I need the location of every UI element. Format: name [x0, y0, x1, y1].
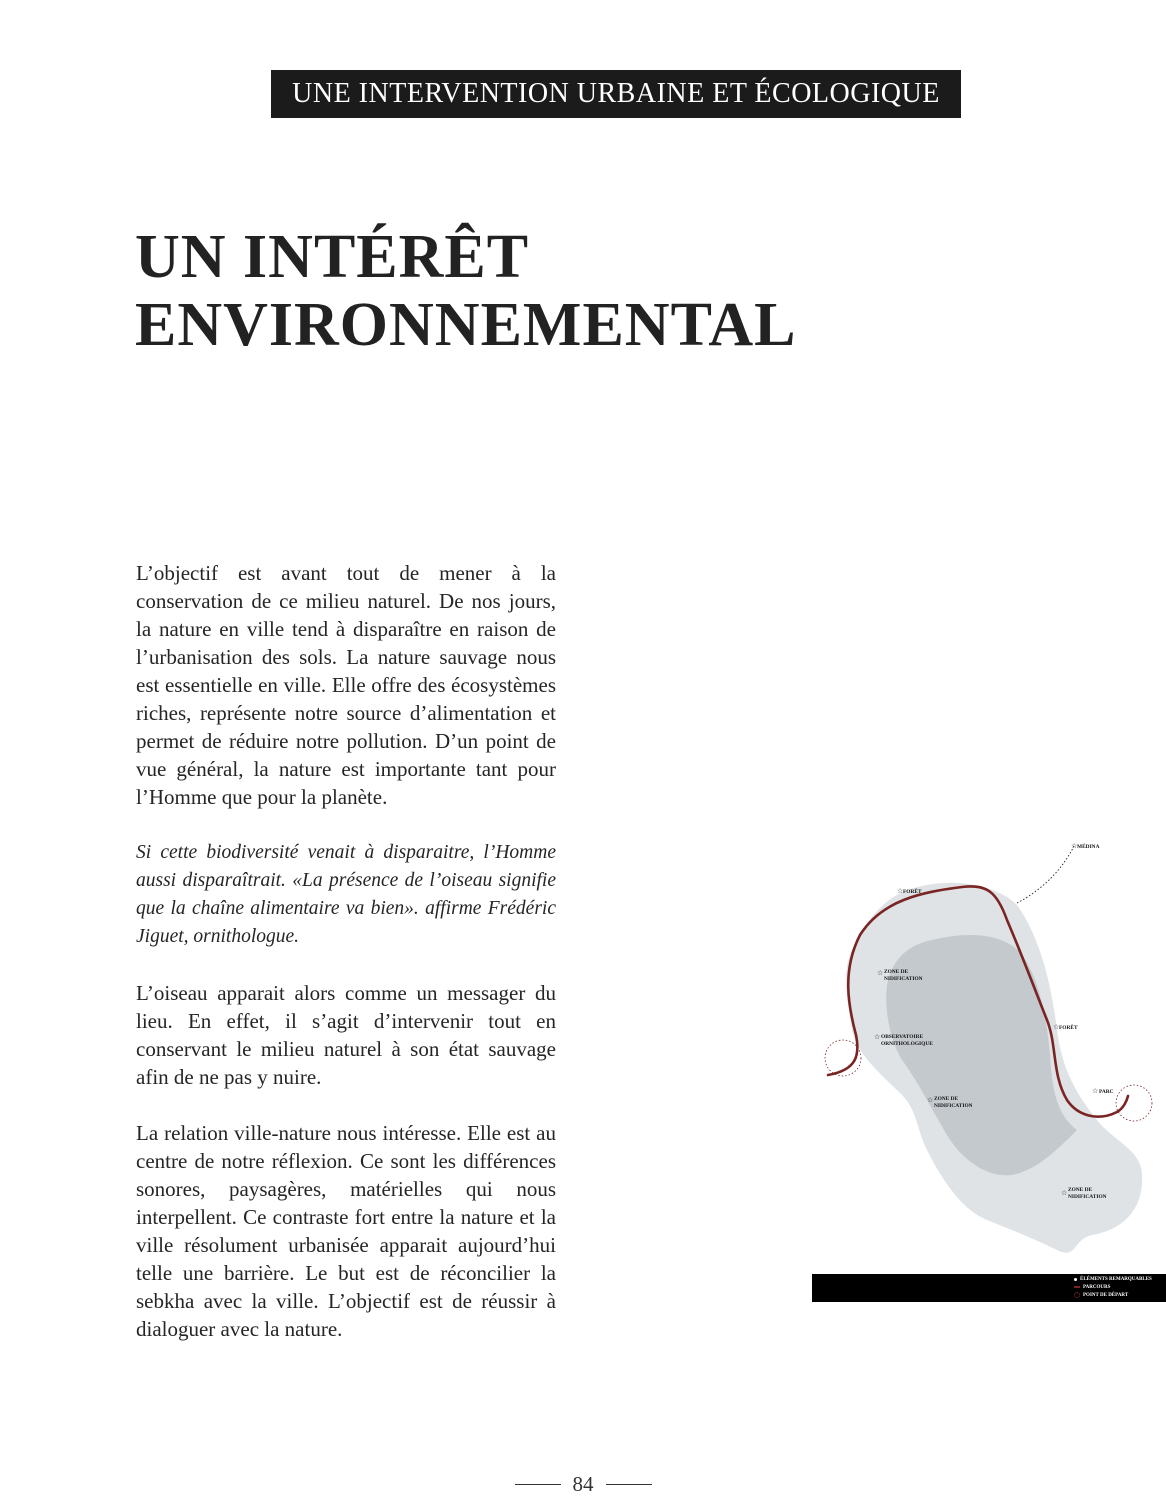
svg-text:ZONE DE: ZONE DE [884, 969, 909, 975]
map-land-inner [886, 935, 1077, 1175]
svg-text:FORÊT: FORÊT [903, 889, 922, 895]
map-poi-medina [1071, 842, 1100, 850]
legend-item-depart [1074, 1291, 1128, 1299]
svg-text:☆: ☆ [1061, 1189, 1068, 1197]
page-title-line-2: ENVIRONNEMENTAL [135, 291, 797, 359]
legend-circle-icon [1074, 1292, 1080, 1298]
legend-dot-icon [1074, 1278, 1077, 1281]
legend-item-parcours [1074, 1283, 1110, 1291]
legend-line-icon [1074, 1286, 1080, 1288]
legend-label-elements: ÉLÉMENTS REMARQUABLES [1080, 1276, 1152, 1282]
page-title-line-1: UN INTÉRÊT [135, 223, 530, 291]
svg-text:☆: ☆ [1071, 842, 1078, 850]
svg-text:☆: ☆ [927, 1096, 934, 1104]
map-poi-parc [1092, 1087, 1114, 1095]
map-legend [812, 1274, 1166, 1302]
paragraph-messenger: L’oiseau apparait alors comme un messager du lieu. En effet, il s’agit d’intervenir tout en conservant le milieu naturel à son état sauvage afin de ne pas y nuire. [136, 981, 556, 1089]
legend-label-depart: POINT DE DÉPART [1083, 1292, 1129, 1298]
svg-text:☆: ☆ [1053, 1023, 1060, 1031]
svg-text:☆: ☆ [877, 969, 884, 977]
svg-text:FORÊT: FORÊT [1059, 1025, 1078, 1031]
map-start-point-right [1116, 1085, 1152, 1121]
page-number-text: 84 [572, 1472, 594, 1496]
page-number [0, 1472, 1166, 1497]
map-poi-foret-right [1053, 1023, 1078, 1031]
section-header-band: UNE INTERVENTION URBAINE ET ÉCOLOGIQUE [271, 70, 961, 118]
svg-text:☆: ☆ [1092, 1087, 1099, 1095]
svg-text:NIDIFICATION: NIDIFICATION [884, 976, 923, 982]
svg-text:PARC: PARC [1099, 1089, 1114, 1095]
site-map [812, 830, 1166, 1305]
legend-label-parcours: PARCOURS [1083, 1284, 1111, 1290]
body-text-column [136, 559, 556, 1371]
svg-text:ORNITHOLOGIQUE: ORNITHOLOGIQUE [881, 1041, 933, 1047]
page-number-rule-left [515, 1484, 561, 1485]
svg-text:NIDIFICATION: NIDIFICATION [1068, 1194, 1107, 1200]
svg-text:☆: ☆ [897, 887, 904, 895]
svg-text:NIDIFICATION: NIDIFICATION [934, 1103, 973, 1109]
svg-text:MÉDINA: MÉDINA [1077, 844, 1100, 850]
svg-text:☆: ☆ [874, 1033, 881, 1041]
paragraph-quote: Si cette biodiversité venait à disparaitre, l’Homme aussi disparaîtrait. «La présence de l’oiseau signifie que la chaîne alimentaire va bien». affirme Frédéric Jiguet, ornithologue. [136, 842, 556, 947]
svg-text:OBSERVATOIRE: OBSERVATOIRE [881, 1034, 924, 1040]
page-number-rule-right [606, 1484, 652, 1485]
site-map-svg [812, 830, 1166, 1305]
paragraph-relation: La relation ville-nature nous intéresse. Elle est au centre de notre réflexion. Ce sont les différences sonores, paysagères, matérielles qui nous interpellent. Ce contraste fort entre la nature et la ville résolument urbanisée apparait aujourd’hui telle une barrière. Le but est de réconcilier la sebkha avec la ville. L’objectif est de réussir à dialoguer avec la nature. [136, 1121, 556, 1341]
paragraph-intro: L’objectif est avant tout de mener à la conservation de ce milieu naturel. De nos jours, la nature en ville tend à disparaître en raison de l’urbanisation des sols. La nature sauvage nous est essentielle en ville. Elle offre des écosystèmes riches, représente notre source d’alimentation et permet de réduire notre pollution. D’un point de vue général, la nature est importante tant pour l’Homme que pour la planète. [136, 561, 556, 809]
legend-item-elements [1074, 1275, 1152, 1283]
svg-text:ZONE DE: ZONE DE [934, 1096, 959, 1102]
page-title [135, 223, 796, 359]
svg-text:ZONE DE: ZONE DE [1068, 1187, 1093, 1193]
map-poi-foret-top [897, 887, 922, 895]
map-link-medina [1017, 846, 1074, 903]
